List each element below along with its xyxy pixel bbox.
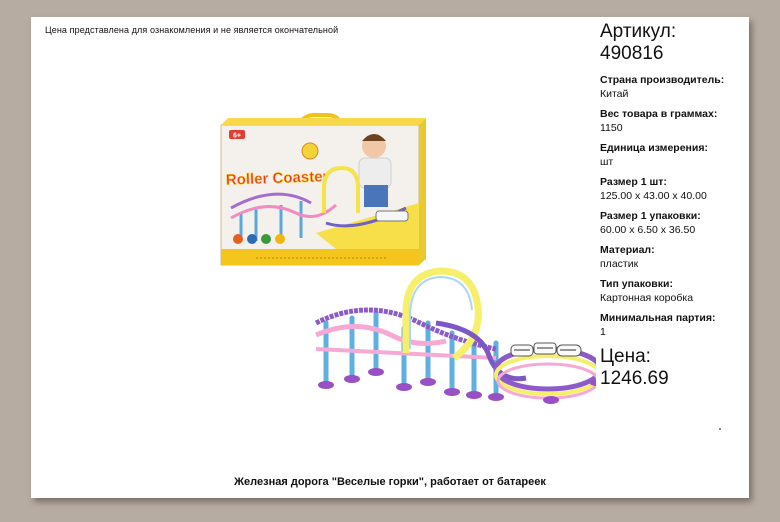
product-name: Железная дорога "Веселые горки", работает от батареек [234, 476, 546, 488]
property-value: 1 [600, 326, 606, 338]
property-label: Материал: [600, 244, 655, 256]
property-label: Страна производитель: [600, 74, 725, 86]
property-country [600, 74, 746, 101]
property-value: 125.00 x 43.00 x 40.00 [600, 190, 707, 202]
property-value: 1150 [600, 122, 623, 134]
property-label: Единица измерения: [600, 142, 708, 154]
property-package-type [600, 278, 746, 305]
product-info [600, 21, 746, 390]
property-material [600, 244, 746, 271]
stray-dot [719, 428, 721, 430]
property-value: Китай [600, 88, 629, 100]
property-value: Картонная коробка [600, 292, 694, 304]
property-unit [600, 142, 746, 169]
property-label: Тип упаковки: [600, 278, 673, 290]
box-brand-text: Roller Coaster [225, 168, 329, 189]
product-coaster [316, 271, 596, 404]
product-box [221, 115, 426, 265]
property-label: Размер 1 упаковки: [600, 210, 701, 222]
property-package-size [600, 210, 746, 237]
property-value: 60.00 x 6.50 x 36.50 [600, 224, 696, 236]
article-label: Артикул: [600, 21, 677, 42]
property-item-size [600, 176, 746, 203]
property-label: Минимальная партия: [600, 312, 716, 324]
property-value: пластик [600, 258, 639, 270]
catalog-sheet [31, 17, 749, 498]
property-value: шт [600, 156, 614, 168]
price-block [600, 346, 746, 390]
price-label: Цена: [600, 346, 651, 367]
article-number: 490816 [600, 43, 664, 64]
price-value: 1246.69 [600, 368, 669, 389]
property-list [600, 74, 746, 339]
property-weight [600, 108, 746, 135]
property-label: Размер 1 шт: [600, 176, 667, 188]
price-disclaimer: Цена представлена для ознакомления и не является окончательной [45, 25, 339, 35]
property-label: Вес товара в граммах: [600, 108, 718, 120]
product-image [216, 113, 596, 408]
property-min-order [600, 312, 746, 339]
box-age-badge: 6+ [233, 132, 241, 140]
